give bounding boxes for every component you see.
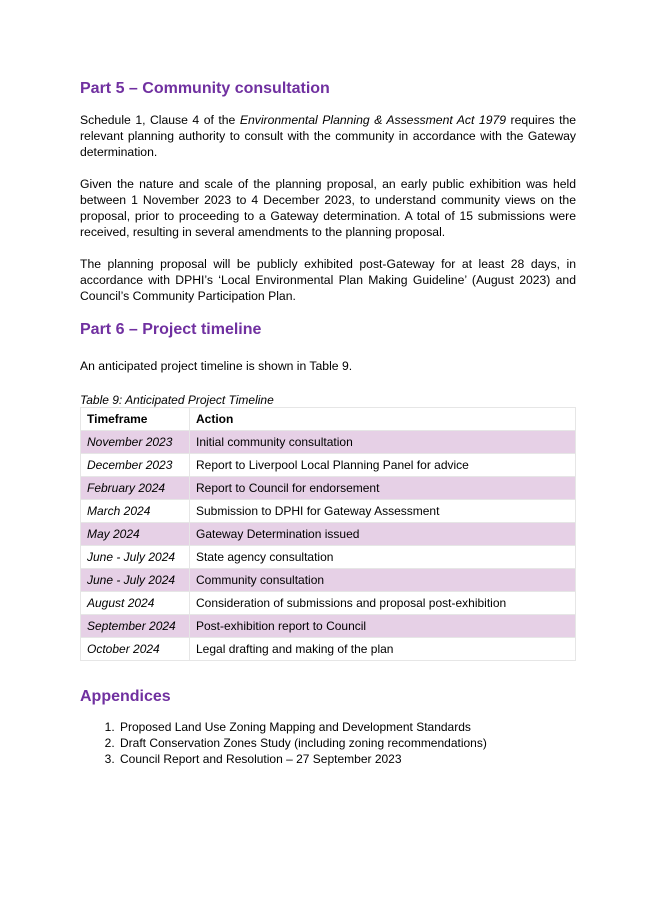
act-title: Environmental Planning & Assessment Act 1979: [239, 113, 507, 127]
list-item: 3. Council Report and Resolution – 27 September 2023: [118, 751, 487, 767]
timeframe-cell: June - July 2024: [81, 546, 190, 569]
table-row: [81, 477, 576, 500]
action-cell: Post-exhibition report to Council: [190, 615, 576, 638]
timeframe-cell: March 2024: [81, 500, 190, 523]
timeframe-cell: September 2024: [81, 615, 190, 638]
action-cell: Submission to DPHI for Gateway Assessment: [190, 500, 576, 523]
paragraph-early-exhibition: Given the nature and scale of the planning proposal, an early public exhibition was held between 1 November 2023 to 4 December 2023, to understand community views on the proposal, prior to proceeding to a Gateway determination. A total of 15 submissions were received, resulting in several amendments to the planning proposal.: [80, 177, 576, 239]
section-heading-appendices: Appendices: [80, 688, 171, 705]
table-row: [81, 500, 576, 523]
appendices-list: [98, 719, 487, 767]
table-row: [81, 569, 576, 592]
timeframe-cell: February 2024: [81, 477, 190, 500]
action-cell: Report to Liverpool Local Planning Panel for advice: [190, 454, 576, 477]
list-item: 2. Draft Conservation Zones Study (including zoning recommendations): [118, 735, 487, 751]
table-row: [81, 592, 576, 615]
list-item: 1. Proposed Land Use Zoning Mapping and Development Standards: [118, 719, 487, 735]
timeline-table: [80, 407, 576, 661]
timeframe-cell: November 2023: [81, 431, 190, 454]
section-heading-part5: Part 5 – Community consultation: [80, 80, 330, 97]
table-row: [81, 431, 576, 454]
action-cell: Report to Council for endorsement: [190, 477, 576, 500]
table-caption: Table 9: Anticipated Project Timeline: [80, 393, 274, 407]
action-cell: Gateway Determination issued: [190, 523, 576, 546]
table-row: [81, 523, 576, 546]
timeframe-cell: May 2024: [81, 523, 190, 546]
table-header-row: [81, 408, 576, 431]
table-row: [81, 454, 576, 477]
table-row: [81, 615, 576, 638]
paragraph-text: requires the relevant planning authority to consult with the community in accordance with the Gateway determination.: [80, 113, 577, 159]
column-header-action: Action: [190, 408, 576, 431]
action-cell: Consideration of submissions and proposal post-exhibition: [190, 592, 576, 615]
action-cell: Initial community consultation: [190, 431, 576, 454]
timeframe-cell: December 2023: [81, 454, 190, 477]
table-row: [81, 638, 576, 661]
action-cell: Legal drafting and making of the plan: [190, 638, 576, 661]
timeframe-cell: August 2024: [81, 592, 190, 615]
timeframe-cell: October 2024: [81, 638, 190, 661]
action-cell: State agency consultation: [190, 546, 576, 569]
action-cell: Community consultation: [190, 569, 576, 592]
paragraph-post-gateway: The planning proposal will be publicly exhibited post-Gateway for at least 28 days, in accordance with DPHI’s ‘Local Environmental Plan Making Guideline’ (August 2023) and Council’s Community Participation Plan.: [80, 257, 576, 303]
timeframe-cell: June - July 2024: [81, 569, 190, 592]
table-row: [81, 546, 576, 569]
column-header-timeframe: Timeframe: [81, 408, 190, 431]
paragraph-text: Schedule 1, Clause 4 of the: [80, 113, 240, 127]
section-heading-part6: Part 6 – Project timeline: [80, 321, 262, 338]
paragraph-schedule: [80, 112, 576, 160]
paragraph-timeline-intro: An anticipated project timeline is shown in Table 9.: [80, 359, 353, 373]
